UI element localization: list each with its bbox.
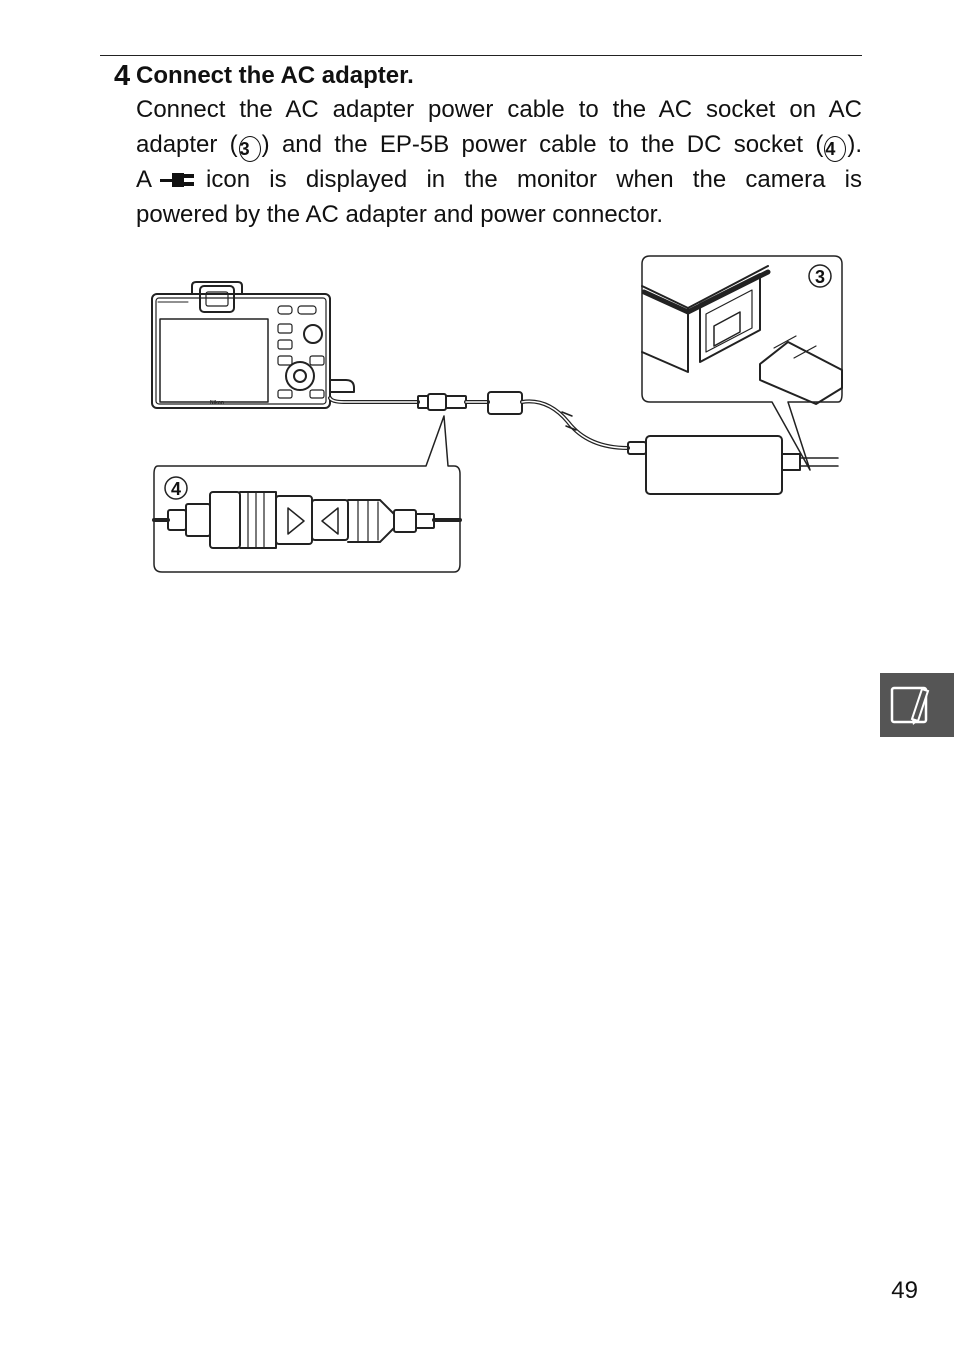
body-line-2 <box>136 127 862 162</box>
notes-pencil-icon <box>880 673 954 737</box>
body-text: A <box>136 166 153 193</box>
step-title: Connect the AC adapter. <box>136 62 414 89</box>
body-text: icon is displayed in the monitor when the camera is <box>206 166 862 193</box>
body-text: adapter ( <box>136 131 238 158</box>
body-text: ) and the EP-5B power cable to the DC socket ( <box>261 131 824 158</box>
figure-callout-ac: 3 <box>814 267 826 287</box>
step-number: 4 <box>114 60 131 92</box>
ac-adapter-illustration <box>646 436 782 494</box>
dc-socket-inset <box>154 477 460 548</box>
top-rule <box>100 55 862 56</box>
instruction-paragraph <box>136 92 862 232</box>
callout-dc-badge: 4 <box>824 136 846 162</box>
body-line-4: powered by the AC adapter and power connector. <box>136 201 664 228</box>
connection-illustration <box>148 252 848 578</box>
camera-illustration <box>152 282 354 408</box>
camera-brand: Nikon <box>210 400 224 406</box>
body-line-3 <box>136 162 862 197</box>
section-tab <box>880 673 954 737</box>
body-text: ). <box>847 131 862 158</box>
callout-ac-badge: 3 <box>239 136 261 162</box>
body-line-1: Connect the AC adapter power cable to the AC socket on AC <box>136 96 862 123</box>
figure-callout-dc: 4 <box>170 479 182 499</box>
page-number: 49 <box>891 1277 918 1304</box>
ac-socket-inset <box>642 265 842 404</box>
power-connector-icon <box>160 171 198 189</box>
